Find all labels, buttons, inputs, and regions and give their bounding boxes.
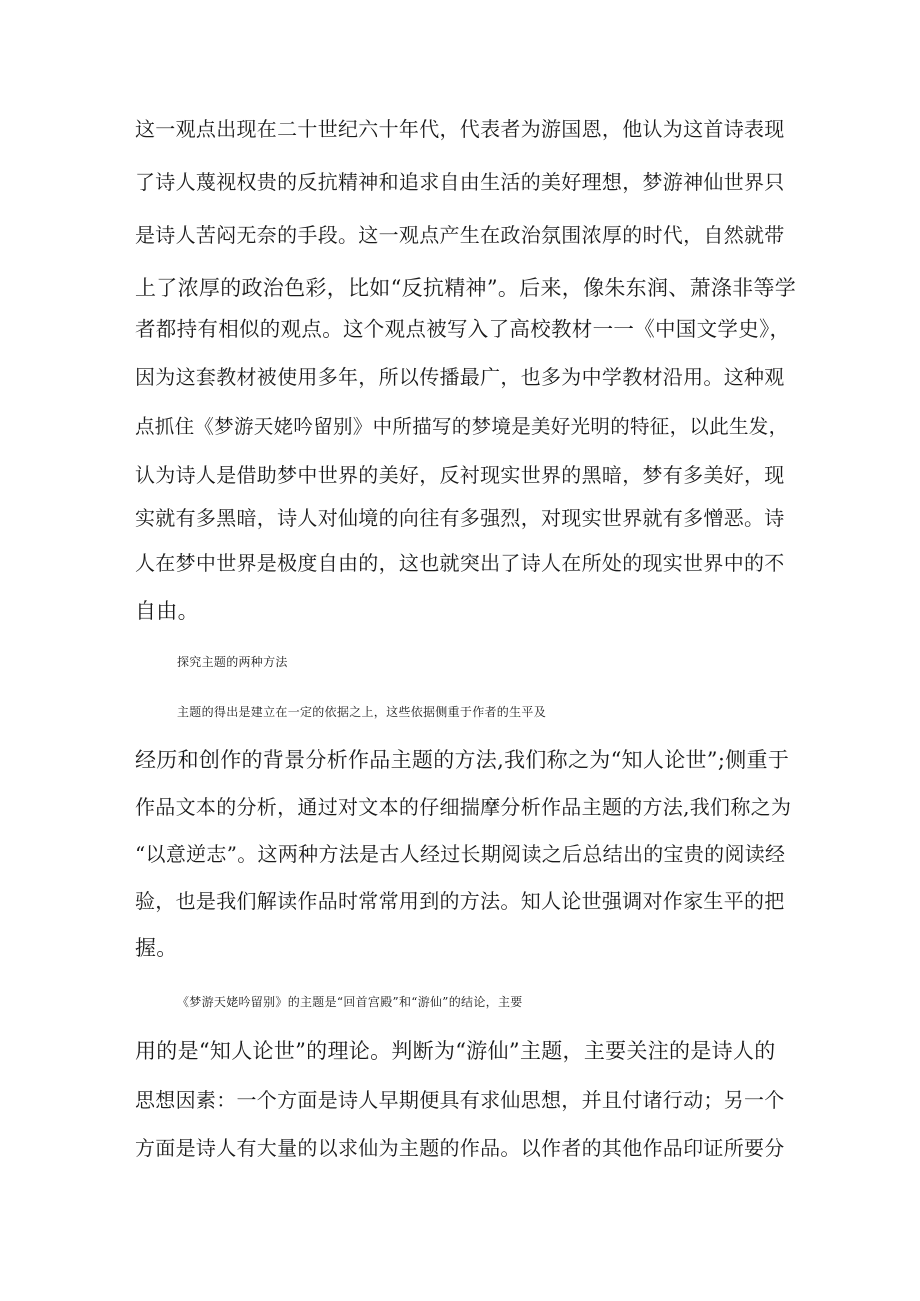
text-line: 这一观点出现在二十世纪六十年代，代表者为游国恩，他认为这首诗表现 bbox=[135, 117, 785, 141]
text-line: 经历和创作的背景分析作品主题的方法,我们称之为“知人论世”;侧重于 bbox=[135, 748, 790, 772]
text-line: 上了浓厚的政治色彩，比如“反抗精神”。后来，像朱东润、萧涤非等学 bbox=[135, 276, 797, 300]
text-line: 主题的得出是建立在一定的依据之上，这些依据侧重于作者的生平及 bbox=[177, 705, 547, 719]
text-line: 作品文本的分析，通过对文本的仔细揣摩分析作品主题的方法,我们称之为 bbox=[135, 795, 792, 819]
text-line: 思想因素：一个方面是诗人早期便具有求仙思想，并且付诸行动；另一个 bbox=[135, 1088, 785, 1112]
section-heading-text: 探究主题的两种方法 bbox=[177, 655, 288, 669]
text-line: 认为诗人是借助梦中世界的美好，反衬现实世界的黑暗，梦有多美好，现 bbox=[135, 463, 785, 487]
text-line: 方面是诗人有大量的以求仙为主题的作品。以作者的其他作品印证所要分 bbox=[135, 1136, 785, 1160]
text-line: 者都持有相似的观点。这个观点被写入了高校教材一一《中国文学史》， bbox=[135, 317, 791, 341]
text-line: 《梦游天姥吟留别》的主题是“回首宫殿”和“游仙”的结论，主要 bbox=[177, 995, 523, 1009]
text-line: 实就有多黑暗，诗人对仙境的向往有多强烈，对现实世界就有多憎恶。诗 bbox=[135, 506, 785, 530]
text-line: 验，也是我们解读作品时常常用到的方法。知人论世强调对作家生平的把 bbox=[135, 889, 785, 913]
text-line: 握。 bbox=[135, 936, 178, 960]
text-line: “以意逆志”。这两种方法是古人经过长期阅读之后总结出的宝贵的阅读经 bbox=[135, 842, 786, 866]
text-line: 因为这套教材被使用多年，所以传播最广，也多为中学教材沿用。这种观 bbox=[135, 365, 785, 389]
text-line: 用的是“知人论世”的理论。判断为“游仙”主题，主要关注的是诗人的 bbox=[135, 1039, 776, 1063]
text-line: 了诗人蔑视权贵的反抗精神和追求自由生活的美好理想，梦游神仙世界只 bbox=[135, 170, 785, 194]
text-line: 人在梦中世界是极度自由的，这也就突出了诗人在所处的现实世界中的不 bbox=[135, 551, 785, 575]
text-line: 点抓住《梦游天姥吟留别》中所描写的梦境是美好光明的特征，以此生发， bbox=[135, 415, 789, 438]
text-line: 自由。 bbox=[135, 599, 199, 623]
text-line: 是诗人苦闷无奈的手段。这一观点产生在政治氛围浓厚的时代，自然就带 bbox=[135, 223, 785, 247]
